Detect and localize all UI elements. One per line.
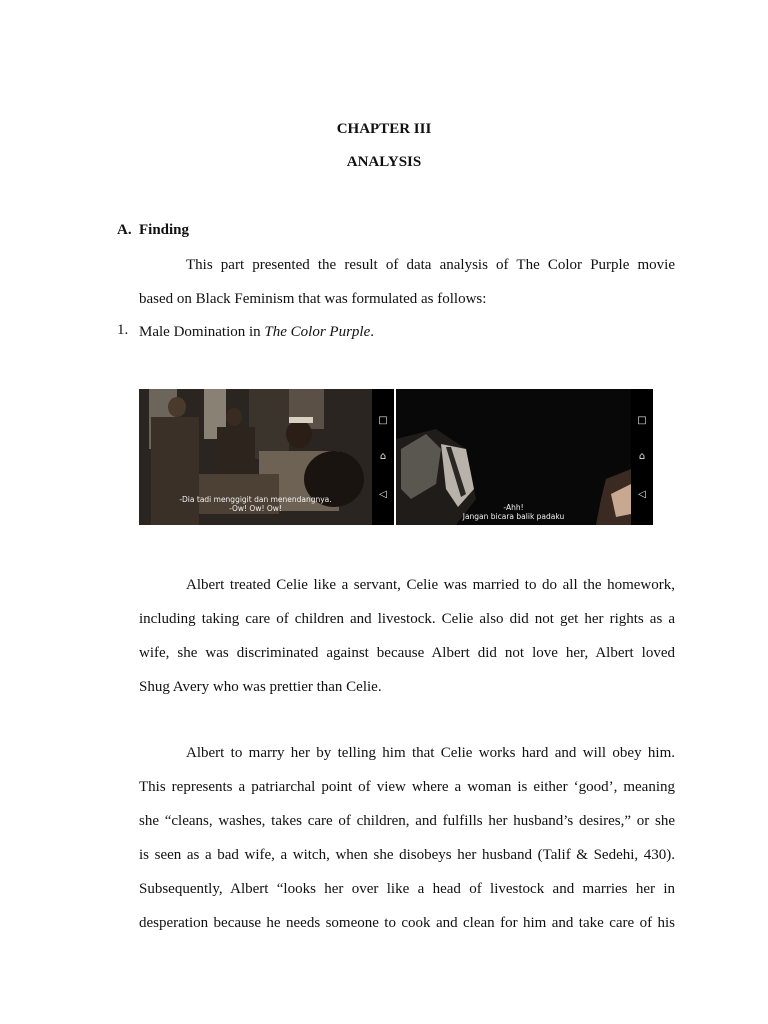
list-marker-1: 1. (117, 322, 129, 338)
home-icon[interactable]: ⌂ (638, 451, 646, 462)
paragraph-1-line-3: wife, she was discriminated against because Albert did not love her, Albert loved (139, 645, 675, 661)
back-icon[interactable]: ◁ (379, 489, 387, 500)
section-marker: A. (117, 222, 132, 238)
paragraph-1-line-4: Shug Avery who was prettier than Celie. (139, 679, 382, 695)
home-icon[interactable]: ⌂ (379, 451, 387, 462)
paragraph-1-line-1: Albert treated Celie like a servant, Celie was married to do all the homework, (186, 577, 675, 593)
list-item-1-period: . (370, 324, 374, 340)
list-item-1-film-title: The Color Purple (264, 324, 371, 340)
screenshot-2-subtitle-line-2: Jangan bicara balik padaku (462, 512, 565, 521)
screenshot-1-subtitle-line-1: -Dia tadi menggigit dan menendangnya. (179, 495, 332, 504)
intro-line-1: This part presented the result of data analysis of The Color Purple movie (186, 257, 675, 273)
section-title: Finding (139, 222, 190, 238)
recent-apps-icon[interactable]: □ (378, 415, 388, 426)
back-icon[interactable]: ◁ (638, 489, 646, 500)
movie-screenshot-2 (396, 389, 653, 525)
android-nav-bar-1 (372, 389, 394, 525)
list-item-1 (139, 322, 675, 342)
paragraph-2-line-4: is seen as a bad wife, a witch, when she disobeys her husband (Talif & Sedehi, 430). (139, 847, 675, 863)
chapter-title: ANALYSIS (346, 154, 422, 170)
screenshot-1-subtitle-line-2: -Ow! Ow! Ow! (229, 504, 282, 513)
recent-apps-icon[interactable]: □ (637, 415, 647, 426)
list-item-1-text: Male Domination in (139, 324, 265, 340)
paragraph-2-line-5: Subsequently, Albert “looks her over like a head of livestock and marries her in (139, 881, 675, 897)
intro-line-2: based on Black Feminism that was formulated as follows: (139, 291, 487, 307)
android-nav-bar-2 (631, 389, 653, 525)
paragraph-2-line-1: Albert to marry her by telling him that Celie works hard and will obey him. (186, 745, 675, 761)
screenshot-2-subtitle-line-1: -Ahh! (503, 503, 524, 512)
chapter-number: CHAPTER III (336, 121, 432, 137)
paragraph-1-line-2: including taking care of children and livestock. Celie also did not get her rights as a (139, 611, 675, 627)
paragraph-2-line-3: she “cleans, washes, takes care of children, and fulfills her husband’s desires,” or she (139, 813, 675, 829)
movie-screenshot-1 (139, 389, 394, 525)
paragraph-2-line-6: desperation because he needs someone to cook and clean for him and take care of his (139, 915, 675, 931)
paragraph-2-line-2: This represents a patriarchal point of view where a woman is either ‘good’, meaning (139, 779, 675, 795)
